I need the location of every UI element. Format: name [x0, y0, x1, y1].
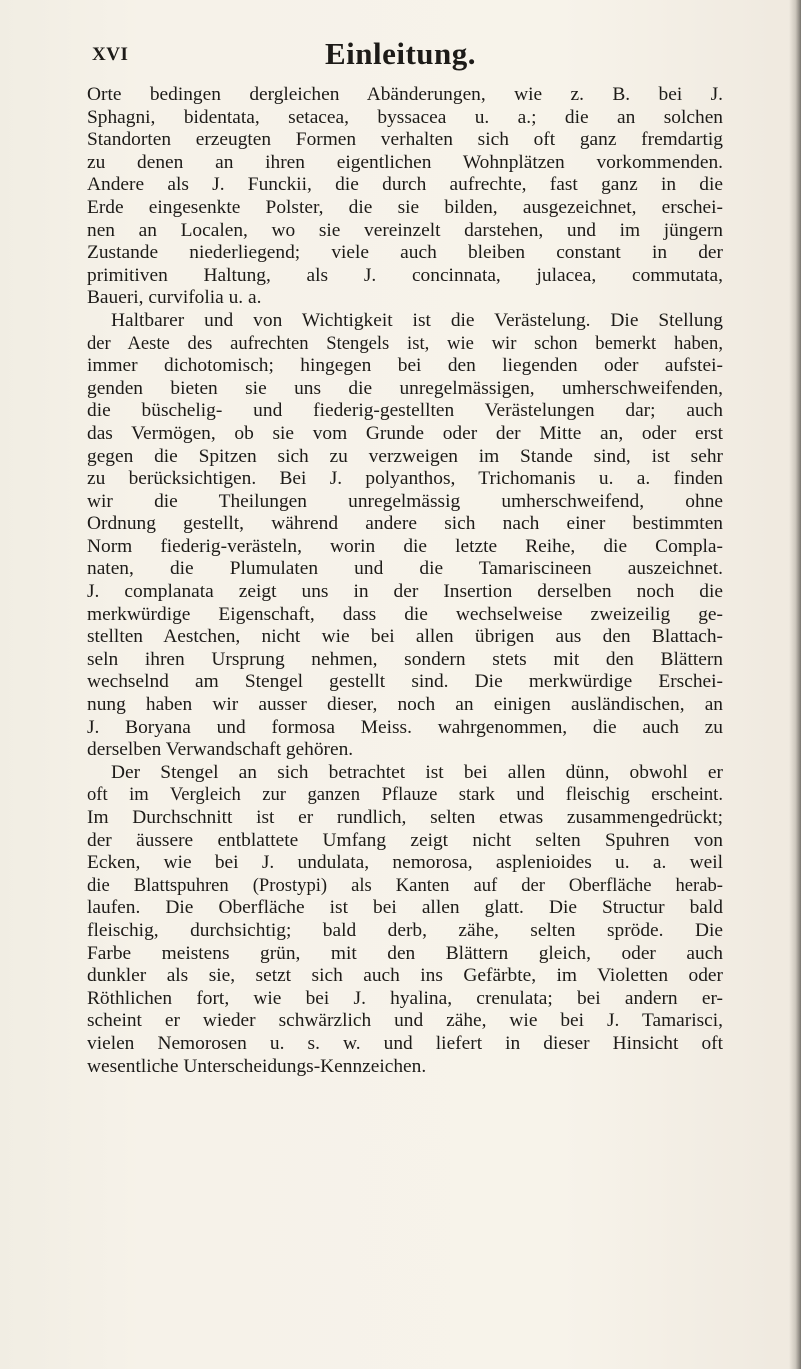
- text-line-29: J. Boryana und formosa Meiss. wahrgenommen, die auch zu: [87, 716, 723, 738]
- text-line-42: scheint er wieder schwärzlich und zähe, wie bei J. Tamarisci,: [87, 1010, 723, 1032]
- text-line-11: Haltbarer und von Wichtigkeit ist die Verästelung. Die Stellung: [111, 309, 723, 331]
- text-line-8: Zustande niederliegend; viele auch bleiben constant in der: [87, 242, 723, 264]
- text-line-22: naten, die Plumulaten und die Tamariscineen auszeichnet.: [87, 558, 723, 580]
- text-line-44: wesentliche Unterscheidungs-Kennzeichen.: [87, 1055, 427, 1077]
- text-line-25: stellten Aestchen, nicht wie bei allen übrigen aus den Blattach-: [87, 626, 723, 648]
- text-line-26: seln ihren Ursprung nehmen, sondern stets mit den Blättern: [87, 648, 723, 670]
- text-line-1: Orte bedingen dergleichen Abänderungen, wie z. B. bei J.: [87, 84, 723, 105]
- page-edge-shadow: [789, 0, 801, 1369]
- running-head-title: Einleitung.: [324, 36, 477, 71]
- text-line-35: Ecken, wie bei J. undulata, nemorosa, asplenioides u. a. weil: [87, 852, 723, 874]
- text-line-27: wechselnd am Stengel gestellt sind. Die merkwürdige Erschei-: [87, 671, 723, 693]
- text-line-38: fleischig, durchsichtig; bald derb, zähe, selten spröde. Die: [87, 919, 723, 941]
- text-line-17: gegen die Spitzen sich zu verzweigen im Stande sind, ist sehr: [87, 445, 723, 467]
- text-line-13: immer dichotomisch; hingegen bei den liegenden oder aufstei-: [87, 355, 723, 377]
- text-line-3: Standorten erzeugten Formen verhalten sich oft ganz fremdartig: [87, 129, 723, 151]
- text-line-10: Baueri, curvifolia u. a.: [87, 287, 262, 309]
- text-line-32: oft im Vergleich zur ganzen Pflauze stark und fleischig erscheint.: [87, 784, 723, 806]
- text-line-41: Röthlichen fort, wie bei J. hyalina, crenulata; bei andern er-: [87, 987, 723, 1009]
- text-line-12: der Aeste des aufrechten Stengels ist, wie wir schon bemerkt haben,: [87, 332, 723, 354]
- text-line-16: das Vermögen, ob sie vom Grunde oder der Mitte an, oder erst: [87, 422, 723, 444]
- text-line-15: die büschelig- und fiederig-gestellten Verästelungen dar; auch: [87, 400, 723, 422]
- text-line-6: Erde eingesenkte Polster, die sie bilden, ausgezeichnet, erschei-: [87, 196, 723, 218]
- text-line-2: Sphagni, bidentata, setacea, byssacea u. a.; die an solchen: [87, 106, 723, 128]
- text-line-36: die Blattspuhren (Prostypi) als Kanten auf der Oberfläche herab-: [87, 874, 723, 896]
- text-line-4: zu denen an ihren eigentlichen Wohnplätzen vorkommenden.: [87, 151, 723, 173]
- text-line-24: merkwürdige Eigenschaft, dass die wechselweise zweizeilig ge-: [87, 603, 723, 625]
- text-line-30: derselben Verwandschaft gehören.: [87, 739, 354, 761]
- text-line-9: primitiven Haltung, als J. concinnata, julacea, commutata,: [87, 264, 723, 286]
- text-line-20: Ordnung gestellt, während andere sich nach einer bestimmten: [87, 513, 723, 535]
- text-line-28: nung haben wir ausser dieser, noch an einigen ausländischen, an: [87, 694, 723, 716]
- text-line-37: laufen. Die Oberfläche ist bei allen glatt. Die Structur bald: [87, 897, 723, 919]
- text-line-5: Andere als J. Funckii, die durch aufrechte, fast ganz in die: [87, 174, 723, 196]
- text-line-31: Der Stengel an sich betrachtet ist bei allen dünn, obwohl er: [111, 761, 723, 783]
- text-line-33: Im Durchschnitt ist er rundlich, selten etwas zusammengedrückt;: [87, 807, 723, 828]
- text-line-14: genden bieten sie uns die unregelmässigen, umherschweifenden,: [87, 377, 723, 399]
- text-line-34: der äussere entblattete Umfang zeigt nicht selten Spuhren von: [87, 829, 723, 851]
- text-line-23: J. complanata zeigt uns in der Insertion derselben noch die: [87, 581, 723, 603]
- page-number: XVI: [92, 44, 129, 65]
- text-line-21: Norm fiederig-verästeln, worin die letzte Reihe, die Compla-: [87, 535, 723, 557]
- text-line-19: wir die Theilungen unregelmässig umherschweifend, ohne: [87, 490, 723, 512]
- text-line-7: nen an Localen, wo sie vereinzelt darstehen, und im jüngern: [87, 219, 723, 241]
- text-line-43: vielen Nemorosen u. s. w. und liefert in dieser Hinsicht oft: [87, 1032, 723, 1054]
- text-line-18: zu berücksichtigen. Bei J. polyanthos, Trichomanis u. a. finden: [87, 468, 723, 490]
- text-line-40: dunkler als sie, setzt sich auch ins Gefärbte, im Violetten oder: [87, 965, 723, 987]
- body-text: [87, 84, 723, 1078]
- text-line-39: Farbe meistens grün, mit den Blättern gleich, oder auch: [87, 942, 723, 964]
